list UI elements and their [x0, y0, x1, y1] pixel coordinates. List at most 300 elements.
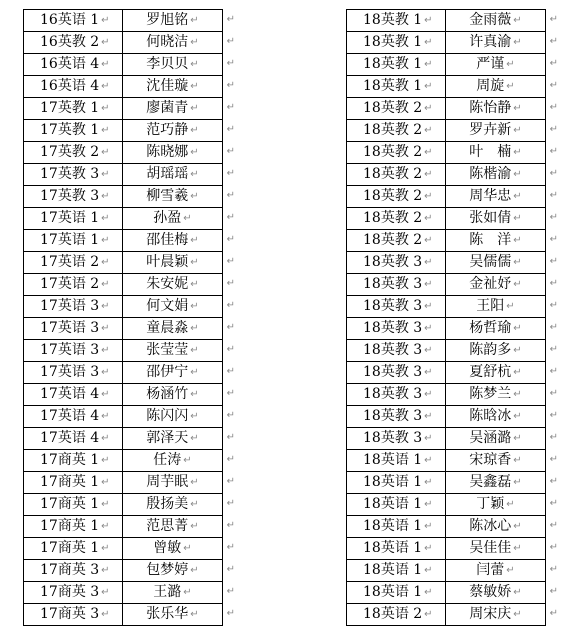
name-text: 孙盈	[153, 210, 182, 226]
class-cell	[24, 494, 123, 516]
table-row	[347, 164, 546, 186]
class-cell	[24, 32, 123, 54]
table-row	[24, 384, 223, 406]
paragraph-mark-icon: ↵	[183, 543, 192, 554]
paragraph-mark-icon: ↵	[190, 367, 199, 378]
name-text: 丁颖	[476, 496, 505, 512]
name-text: 夏舒杭	[469, 364, 512, 380]
name-cell	[446, 472, 558, 494]
name-text: 李贝贝	[146, 56, 189, 72]
row-end-mark-icon: ↵	[549, 300, 558, 311]
name-cell	[446, 428, 558, 450]
class-cell	[24, 252, 123, 274]
row-end-mark-icon: ↵	[226, 564, 235, 575]
paragraph-mark-icon: ↵	[101, 213, 110, 224]
row-end-mark-icon: ↵	[549, 58, 558, 69]
class-text: 18英教 2	[363, 188, 423, 204]
row-end-mark-icon: ↵	[549, 190, 558, 201]
name-cell	[446, 10, 558, 32]
row-end-mark-icon: ↵	[549, 410, 558, 421]
name-text: 吴涵潞	[469, 430, 512, 446]
row-end-mark-icon: ↵	[549, 344, 558, 355]
row-end-mark-icon: ↵	[549, 14, 558, 25]
class-text: 18英语 1	[363, 474, 423, 490]
paragraph-mark-icon: ↵	[513, 235, 522, 246]
table-row	[24, 120, 223, 142]
table-row	[347, 582, 546, 604]
class-cell	[24, 274, 123, 296]
row-end-mark-icon: ↵	[226, 300, 235, 311]
name-cell	[123, 142, 235, 164]
class-text: 17商英 3	[40, 584, 100, 600]
class-text: 18英教 2	[363, 122, 423, 138]
table-row	[24, 472, 223, 494]
table-row	[347, 604, 546, 626]
name-text: 王潞	[153, 584, 182, 600]
row-end-mark-icon: ↵	[226, 278, 235, 289]
class-cell	[347, 340, 446, 362]
class-text: 18英教 3	[363, 408, 423, 424]
paragraph-mark-icon: ↵	[183, 587, 192, 598]
paragraph-mark-icon: ↵	[424, 477, 433, 488]
paragraph-mark-icon: ↵	[190, 279, 199, 290]
row-end-mark-icon: ↵	[549, 146, 558, 157]
class-text: 18英教 1	[363, 34, 423, 50]
paragraph-mark-icon: ↵	[513, 125, 522, 136]
class-text: 18英教 1	[363, 12, 423, 28]
paragraph-mark-icon: ↵	[513, 477, 522, 488]
class-cell	[24, 54, 123, 76]
name-cell	[123, 10, 235, 32]
name-cell	[123, 186, 235, 208]
class-text: 17英教 1	[40, 100, 100, 116]
name-text: 沈佳璇	[146, 78, 189, 94]
class-cell	[347, 230, 446, 252]
class-text: 17英语 4	[40, 386, 100, 402]
row-end-mark-icon: ↵	[549, 80, 558, 91]
class-cell	[347, 494, 446, 516]
name-cell	[123, 384, 235, 406]
class-text: 18英语 1	[363, 584, 423, 600]
table-row	[24, 450, 223, 472]
name-text: 罗旭铭	[146, 12, 189, 28]
table-row	[347, 230, 546, 252]
paragraph-mark-icon: ↵	[190, 345, 199, 356]
paragraph-mark-icon: ↵	[424, 301, 433, 312]
name-cell	[446, 98, 558, 120]
paragraph-mark-icon: ↵	[190, 565, 199, 576]
name-cell	[446, 538, 558, 560]
paragraph-mark-icon: ↵	[190, 433, 199, 444]
row-end-mark-icon: ↵	[226, 168, 235, 179]
class-cell	[347, 472, 446, 494]
name-text: 叶 楠	[469, 144, 512, 160]
row-end-mark-icon: ↵	[549, 454, 558, 465]
paragraph-mark-icon: ↵	[424, 521, 433, 532]
class-text: 18英语 2	[363, 606, 423, 622]
name-text: 王阳	[476, 298, 505, 314]
class-text: 18英教 3	[363, 342, 423, 358]
paragraph-mark-icon: ↵	[101, 565, 110, 576]
paragraph-mark-icon: ↵	[513, 213, 522, 224]
class-cell	[24, 120, 123, 142]
row-end-mark-icon: ↵	[226, 586, 235, 597]
paragraph-mark-icon: ↵	[101, 15, 110, 26]
name-text: 陈晗冰	[469, 408, 512, 424]
paragraph-mark-icon: ↵	[101, 257, 110, 268]
table-row	[24, 10, 223, 32]
name-cell	[123, 164, 235, 186]
name-cell	[123, 340, 235, 362]
row-end-mark-icon: ↵	[226, 80, 235, 91]
table-row	[347, 472, 546, 494]
paragraph-mark-icon: ↵	[101, 103, 110, 114]
name-cell	[446, 54, 558, 76]
paragraph-mark-icon: ↵	[101, 389, 110, 400]
class-text: 17英语 2	[40, 276, 100, 292]
name-cell	[446, 32, 558, 54]
name-text: 蔡敏娇	[469, 584, 512, 600]
name-cell	[123, 362, 235, 384]
class-text: 18英语 1	[363, 562, 423, 578]
table-row	[347, 252, 546, 274]
name-text: 陈 洋	[469, 232, 512, 248]
paragraph-mark-icon: ↵	[101, 543, 110, 554]
class-text: 18英教 3	[363, 386, 423, 402]
class-cell	[347, 10, 446, 32]
name-cell	[446, 120, 558, 142]
row-end-mark-icon: ↵	[549, 586, 558, 597]
row-end-mark-icon: ↵	[226, 124, 235, 135]
paragraph-mark-icon: ↵	[183, 213, 192, 224]
name-text: 陈怡静	[469, 100, 512, 116]
row-end-mark-icon: ↵	[549, 564, 558, 575]
paragraph-mark-icon: ↵	[190, 125, 199, 136]
name-text: 包梦婷	[146, 562, 189, 578]
paragraph-mark-icon: ↵	[513, 345, 522, 356]
class-cell	[347, 384, 446, 406]
table-row	[24, 406, 223, 428]
paragraph-mark-icon: ↵	[101, 81, 110, 92]
paragraph-mark-icon: ↵	[513, 103, 522, 114]
class-text: 17商英 1	[40, 496, 100, 512]
name-text: 吴儒儒	[469, 254, 512, 270]
row-end-mark-icon: ↵	[226, 498, 235, 509]
paragraph-mark-icon: ↵	[101, 169, 110, 180]
name-cell	[123, 472, 235, 494]
name-text: 杨哲瑜	[469, 320, 512, 336]
paragraph-mark-icon: ↵	[101, 301, 110, 312]
name-cell	[446, 208, 558, 230]
row-end-mark-icon: ↵	[549, 212, 558, 223]
class-cell	[347, 54, 446, 76]
paragraph-mark-icon: ↵	[424, 81, 433, 92]
paragraph-mark-icon: ↵	[190, 169, 199, 180]
name-text: 许真渝	[469, 34, 512, 50]
name-text: 闫蕾	[476, 562, 505, 578]
paragraph-mark-icon: ↵	[513, 323, 522, 334]
name-cell	[123, 538, 235, 560]
paragraph-mark-icon: ↵	[101, 59, 110, 70]
class-text: 17英语 3	[40, 342, 100, 358]
paragraph-mark-icon: ↵	[424, 587, 433, 598]
row-end-mark-icon: ↵	[226, 366, 235, 377]
class-cell	[24, 296, 123, 318]
paragraph-mark-icon: ↵	[190, 103, 199, 114]
paragraph-mark-icon: ↵	[424, 37, 433, 48]
class-text: 18英教 3	[363, 298, 423, 314]
class-text: 18英语 1	[363, 496, 423, 512]
class-cell	[24, 142, 123, 164]
row-end-mark-icon: ↵	[549, 388, 558, 399]
class-cell	[24, 450, 123, 472]
class-cell	[347, 604, 446, 626]
class-text: 17商英 3	[40, 562, 100, 578]
name-cell	[446, 362, 558, 384]
table-row	[347, 406, 546, 428]
name-cell	[123, 296, 235, 318]
class-cell	[347, 538, 446, 560]
class-cell	[24, 538, 123, 560]
table-row	[347, 76, 546, 98]
row-end-mark-icon: ↵	[549, 608, 558, 619]
paragraph-mark-icon: ↵	[424, 433, 433, 444]
table-row	[24, 98, 223, 120]
name-cell	[123, 32, 235, 54]
name-cell	[446, 582, 558, 604]
paragraph-mark-icon: ↵	[190, 521, 199, 532]
paragraph-mark-icon: ↵	[190, 499, 199, 510]
table-row	[24, 340, 223, 362]
name-text: 陈冰心	[469, 518, 512, 534]
paragraph-mark-icon: ↵	[101, 235, 110, 246]
table-row	[24, 582, 223, 604]
class-cell	[347, 362, 446, 384]
paragraph-mark-icon: ↵	[424, 565, 433, 576]
name-text: 童晨淼	[146, 320, 189, 336]
name-text: 邵佳梅	[146, 232, 189, 248]
paragraph-mark-icon: ↵	[513, 521, 522, 532]
class-text: 16英语 1	[40, 12, 100, 28]
table-row	[24, 186, 223, 208]
row-end-mark-icon: ↵	[549, 498, 558, 509]
name-cell	[123, 98, 235, 120]
paragraph-mark-icon: ↵	[190, 257, 199, 268]
paragraph-mark-icon: ↵	[513, 169, 522, 180]
table-row	[24, 604, 223, 626]
name-text: 胡瑶瑶	[146, 166, 189, 182]
name-cell	[123, 54, 235, 76]
name-cell	[446, 406, 558, 428]
class-cell	[347, 428, 446, 450]
paragraph-mark-icon: ↵	[101, 191, 110, 202]
row-end-mark-icon: ↵	[226, 432, 235, 443]
class-text: 18英教 3	[363, 430, 423, 446]
class-cell	[347, 450, 446, 472]
row-end-mark-icon: ↵	[226, 36, 235, 47]
class-cell	[347, 186, 446, 208]
paragraph-mark-icon: ↵	[101, 499, 110, 510]
paragraph-mark-icon: ↵	[101, 521, 110, 532]
name-text: 何文娟	[146, 298, 189, 314]
name-cell	[123, 252, 235, 274]
class-text: 17商英 1	[40, 518, 100, 534]
class-cell	[24, 10, 123, 32]
paragraph-mark-icon: ↵	[424, 279, 433, 290]
table-row	[24, 274, 223, 296]
class-cell	[347, 32, 446, 54]
name-cell	[123, 560, 235, 582]
name-text: 张如倩	[469, 210, 512, 226]
table-row	[347, 98, 546, 120]
class-text: 18英教 2	[363, 166, 423, 182]
class-text: 18英语 1	[363, 540, 423, 556]
name-cell	[446, 340, 558, 362]
name-cell	[123, 516, 235, 538]
paragraph-mark-icon: ↵	[424, 455, 433, 466]
row-end-mark-icon: ↵	[549, 322, 558, 333]
class-cell	[347, 164, 446, 186]
table-row	[347, 120, 546, 142]
table-row	[347, 362, 546, 384]
row-end-mark-icon: ↵	[226, 190, 235, 201]
row-end-mark-icon: ↵	[226, 542, 235, 553]
name-text: 邵伊宁	[146, 364, 189, 380]
name-cell	[446, 186, 558, 208]
class-cell	[24, 208, 123, 230]
class-cell	[347, 142, 446, 164]
paragraph-mark-icon: ↵	[506, 59, 515, 70]
class-text: 17英语 3	[40, 298, 100, 314]
paragraph-mark-icon: ↵	[424, 59, 433, 70]
name-text: 杨涵竹	[146, 386, 189, 402]
table-row	[24, 560, 223, 582]
name-text: 朱安妮	[146, 276, 189, 292]
right-name-table	[346, 9, 558, 626]
paragraph-mark-icon: ↵	[424, 609, 433, 620]
paragraph-mark-icon: ↵	[101, 37, 110, 48]
row-end-mark-icon: ↵	[226, 454, 235, 465]
paragraph-mark-icon: ↵	[513, 279, 522, 290]
paragraph-mark-icon: ↵	[101, 323, 110, 334]
row-end-mark-icon: ↵	[226, 520, 235, 531]
table-row	[24, 76, 223, 98]
paragraph-mark-icon: ↵	[506, 565, 515, 576]
row-end-mark-icon: ↵	[549, 542, 558, 553]
table-row	[347, 384, 546, 406]
row-end-mark-icon: ↵	[549, 476, 558, 487]
paragraph-mark-icon: ↵	[513, 587, 522, 598]
paragraph-mark-icon: ↵	[190, 147, 199, 158]
row-end-mark-icon: ↵	[226, 322, 235, 333]
class-cell	[347, 582, 446, 604]
name-cell	[123, 120, 235, 142]
table-row	[347, 274, 546, 296]
class-cell	[347, 120, 446, 142]
class-text: 18英教 1	[363, 78, 423, 94]
paragraph-mark-icon: ↵	[513, 543, 522, 554]
paragraph-mark-icon: ↵	[513, 257, 522, 268]
name-cell	[123, 428, 235, 450]
table-row	[24, 516, 223, 538]
row-end-mark-icon: ↵	[226, 14, 235, 25]
name-text: 张莹莹	[146, 342, 189, 358]
class-text: 18英教 3	[363, 276, 423, 292]
table-row	[24, 164, 223, 186]
row-end-mark-icon: ↵	[549, 168, 558, 179]
name-cell	[123, 274, 235, 296]
class-cell	[24, 582, 123, 604]
paragraph-mark-icon: ↵	[513, 411, 522, 422]
name-cell	[446, 296, 558, 318]
paragraph-mark-icon: ↵	[424, 125, 433, 136]
row-end-mark-icon: ↵	[226, 102, 235, 113]
row-end-mark-icon: ↵	[226, 234, 235, 245]
name-cell	[446, 560, 558, 582]
table-row	[24, 142, 223, 164]
name-cell	[123, 318, 235, 340]
row-end-mark-icon: ↵	[549, 366, 558, 377]
class-cell	[24, 384, 123, 406]
paragraph-mark-icon: ↵	[506, 499, 515, 510]
name-cell	[446, 230, 558, 252]
paragraph-mark-icon: ↵	[424, 169, 433, 180]
name-text: 曾敏	[153, 540, 182, 556]
name-cell	[446, 274, 558, 296]
paragraph-mark-icon: ↵	[424, 367, 433, 378]
paragraph-mark-icon: ↵	[183, 455, 192, 466]
name-text: 金雨薇	[469, 12, 512, 28]
row-end-mark-icon: ↵	[549, 36, 558, 47]
name-cell	[123, 76, 235, 98]
class-text: 16英语 4	[40, 56, 100, 72]
class-text: 17商英 1	[40, 452, 100, 468]
paragraph-mark-icon: ↵	[190, 389, 199, 400]
class-cell	[24, 472, 123, 494]
name-text: 宋琼香	[469, 452, 512, 468]
table-row	[347, 54, 546, 76]
class-text: 17英教 3	[40, 166, 100, 182]
name-text: 廖菌青	[146, 100, 189, 116]
row-end-mark-icon: ↵	[226, 608, 235, 619]
table-row	[347, 494, 546, 516]
name-text: 周宋庆	[469, 606, 512, 622]
paragraph-mark-icon: ↵	[190, 15, 199, 26]
paragraph-mark-icon: ↵	[513, 433, 522, 444]
name-text: 陈楷渝	[469, 166, 512, 182]
class-cell	[24, 406, 123, 428]
class-cell	[24, 560, 123, 582]
paragraph-mark-icon: ↵	[424, 15, 433, 26]
paragraph-mark-icon: ↵	[190, 609, 199, 620]
name-text: 任涛	[153, 452, 182, 468]
table-row	[24, 296, 223, 318]
class-text: 18英教 2	[363, 210, 423, 226]
name-text: 陈晓娜	[146, 144, 189, 160]
row-end-mark-icon: ↵	[549, 124, 558, 135]
table-row	[347, 450, 546, 472]
paragraph-mark-icon: ↵	[424, 389, 433, 400]
class-cell	[347, 274, 446, 296]
class-text: 18英教 2	[363, 232, 423, 248]
paragraph-mark-icon: ↵	[424, 213, 433, 224]
name-text: 陈韵多	[469, 342, 512, 358]
class-cell	[24, 604, 123, 626]
paragraph-mark-icon: ↵	[101, 477, 110, 488]
table-row	[24, 538, 223, 560]
paragraph-mark-icon: ↵	[190, 477, 199, 488]
row-end-mark-icon: ↵	[549, 234, 558, 245]
